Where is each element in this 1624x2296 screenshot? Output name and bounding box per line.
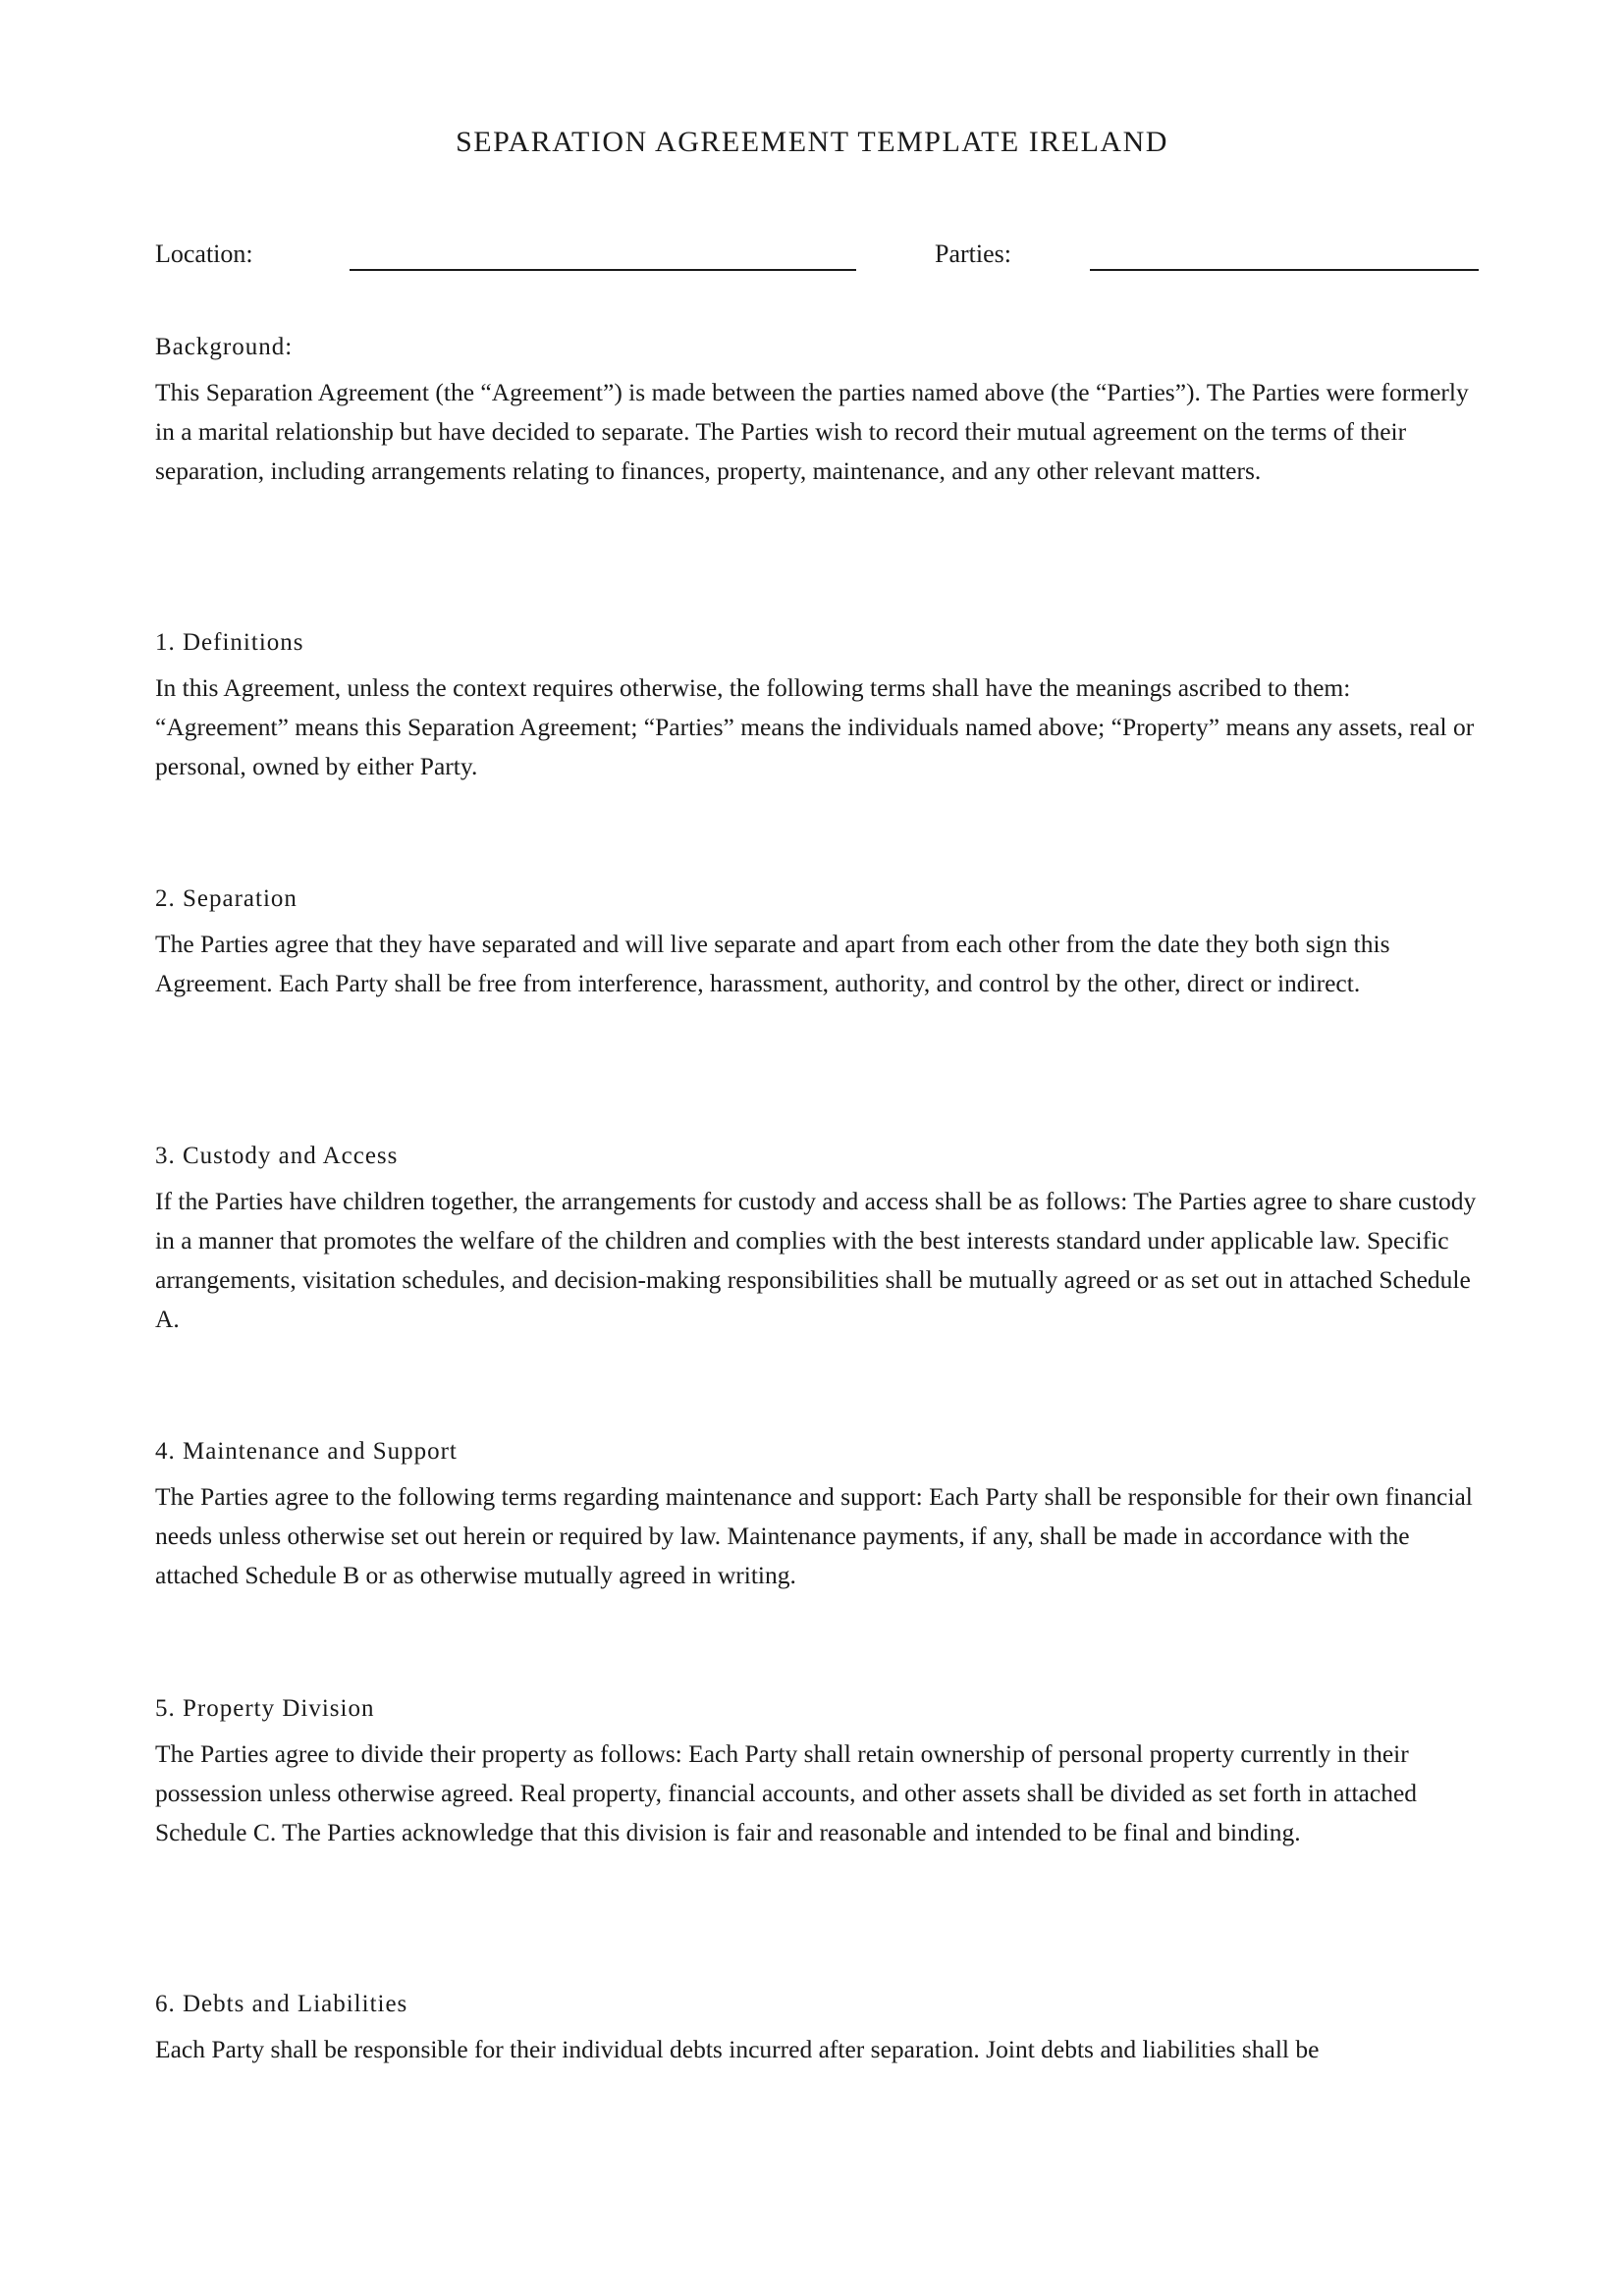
section-heading: 3. Custody and Access [155,1143,399,1169]
section-heading: 5. Property Division [155,1695,375,1722]
section-body: If the Parties have children together, the arrangements for custody and access shall be as follows: The Parties agree to share custody in a manner that promotes the welfare of the children and complies with the best interests standard under applicable law. Specific arrangements, visitation schedules, and decision-making responsibilities shall be mutually agreed or as set out in attached Schedule A. [155,1187,1477,1333]
section-heading: Background: [155,334,294,360]
section-body: Each Party shall be responsible for their individual debts incurred after separation. Joint debts and liabilities shall be [155,2035,1320,2063]
section-background [155,330,1483,491]
section-debts-and-liabilities [155,1987,1483,2069]
section-body: This Separation Agreement (the “Agreement”) is made between the parties named above (the “Parties”). The Parties were formerly in a marital relationship but have decided to separate. The Parties wish to record their mutual agreement on the terms of their separation, including arrangements relating to finances, property, maintenance, and any other relevant matters. [155,378,1469,485]
section-body: In this Agreement, unless the context requires otherwise, the following terms shall have the meanings ascribed to them: “Agreement” means this Separation Agreement; “Parties” means the individuals named above; “Property” means any assets, real or personal, owned by either Party. [155,673,1475,780]
section-separation [155,881,1483,1003]
section-body: The Parties agree to the following terms regarding maintenance and support: Each Party shall be responsible for their own financial needs unless otherwise set out herein or required by law. Maintenance payments, if any, shall be made in accordance with the attached Schedule B or as otherwise mutually agreed in writing. [155,1482,1473,1589]
section-heading: 1. Definitions [155,629,304,656]
section-custody-and-access [155,1139,1483,1339]
section-heading: 4. Maintenance and Support [155,1438,458,1465]
parties-label: Parties: [935,240,1011,268]
section-heading: 2. Separation [155,885,298,912]
document-title: SEPARATION AGREEMENT TEMPLATE IRELAND [456,126,1168,158]
section-maintenance-and-support [155,1434,1483,1595]
location-label: Location: [155,240,253,268]
location-field[interactable] [350,269,856,271]
section-body: The Parties agree to divide their property as follows: Each Party shall retain ownership of personal property currently in their possession unless otherwise agreed. Real property, financial accounts, and other assets shall be divided as set forth in attached Schedule C. The Parties acknowledge that this division is fair and reasonable and intended to be final and binding. [155,1739,1418,1846]
section-property-division [155,1691,1483,1852]
section-body: The Parties agree that they have separated and will live separate and apart from each other from the date they both sign this Agreement. Each Party shall be free from interference, harassment, authority, and control by the other, direct or indirect. [155,930,1390,997]
section-definitions [155,625,1483,786]
parties-field[interactable] [1090,269,1479,271]
section-heading: 6. Debts and Liabilities [155,1991,408,2017]
